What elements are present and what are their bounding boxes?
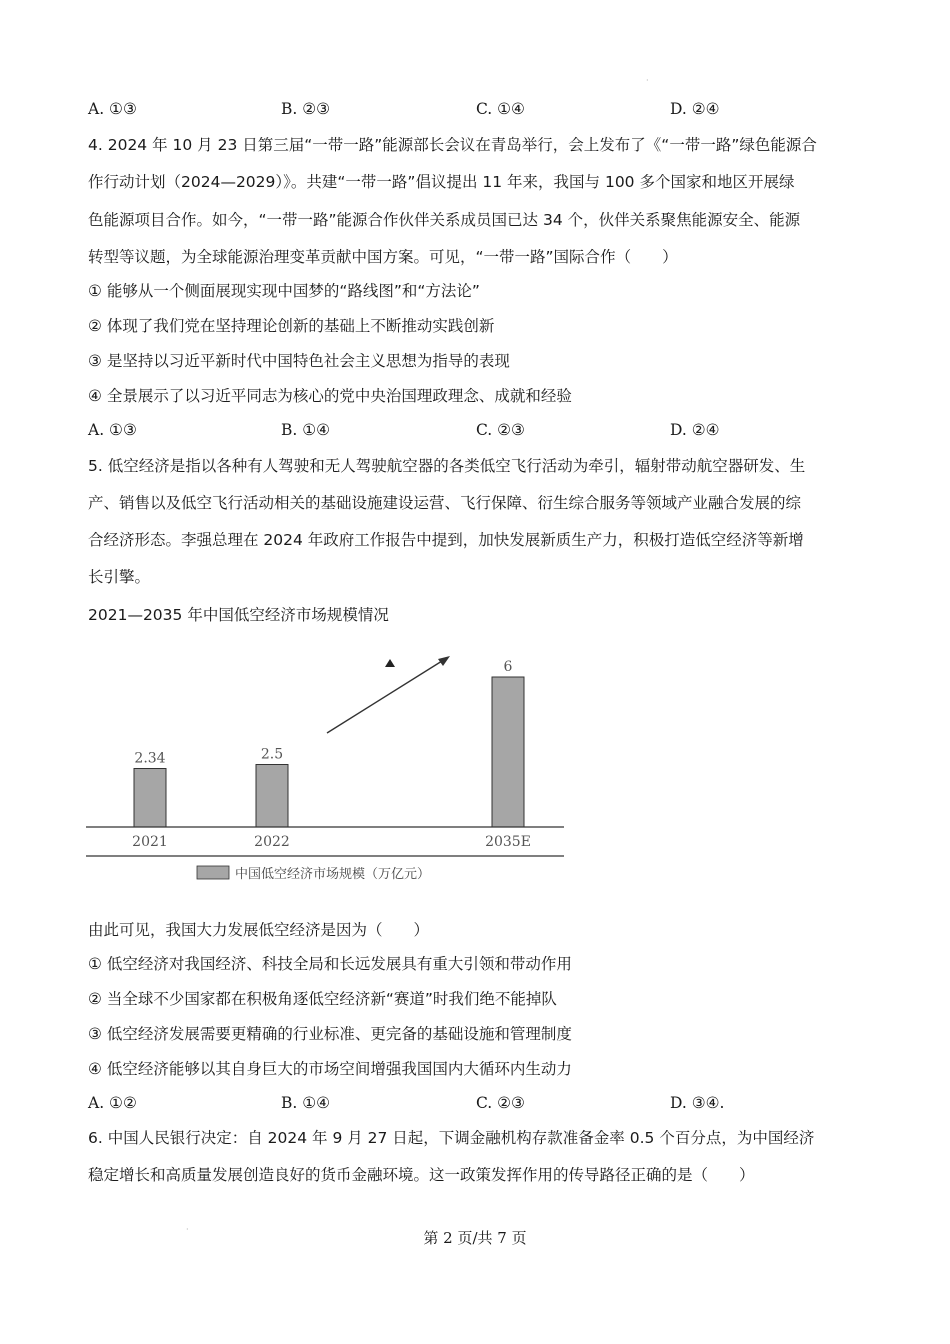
bar-2021 bbox=[134, 769, 166, 828]
q5-item-2: ② 当全球不少国家都在积极角逐低空经济新“赛道”时我们绝不能掉队 bbox=[88, 990, 557, 1008]
tick-label-2022: 2022 bbox=[254, 834, 290, 850]
q3-option-b[interactable]: B. ②③ bbox=[281, 100, 331, 118]
trend-marker-triangle bbox=[385, 659, 395, 667]
q5-option-d[interactable]: D. ③④. bbox=[670, 1094, 725, 1112]
legend-label: 中国低空经济市场规模（万亿元） bbox=[235, 867, 431, 882]
q5-stem-line-1: 5. 低空经济是指以各种有人驾驶和无人驾驶航空器的各类低空飞行活动为牵引，辐射带动航空器研发、生 bbox=[88, 457, 806, 475]
tick-label-2021: 2021 bbox=[132, 834, 168, 850]
trend-arrow-head bbox=[438, 656, 450, 666]
tick-label-2035E: 2035E bbox=[485, 834, 531, 850]
growth-trend-arrow bbox=[327, 656, 450, 733]
q3-options bbox=[88, 100, 888, 120]
value-label-2021: 2.34 bbox=[134, 750, 166, 767]
q4-options bbox=[88, 421, 888, 441]
q4-item-2: ② 体现了我们党在坚持理论创新的基础上不断推动实践创新 bbox=[88, 317, 495, 335]
q6-stem-line-1: 6. 中国人民银行决定：自 2024 年 9 月 27 日起，下调金融机构存款准备金率 0.5 个百分点，为中国经济 bbox=[88, 1129, 815, 1147]
q4-option-a[interactable]: A. ①③ bbox=[88, 421, 137, 439]
q4-option-b[interactable]: B. ①④ bbox=[281, 421, 331, 439]
q4-stem-line-2: 作行动计划（2024—2029）》。共建“一带一路”倡议提出 11 年来，我国与 100 多个国家和地区开展绿 bbox=[88, 173, 795, 191]
market-size-bar-chart bbox=[80, 640, 580, 890]
scan-dot: · bbox=[186, 1225, 189, 1234]
bar-2035E bbox=[492, 677, 524, 827]
q3-option-a[interactable]: A. ①③ bbox=[88, 100, 137, 118]
q5-options bbox=[88, 1094, 888, 1114]
q5-item-4: ④ 低空经济能够以其自身巨大的市场空间增强我国国内大循环内生动力 bbox=[88, 1060, 572, 1078]
q5-option-b[interactable]: B. ①④ bbox=[281, 1094, 331, 1112]
q5-stem-line-4: 长引擎。 bbox=[88, 568, 151, 586]
q4-option-d[interactable]: D. ②④ bbox=[670, 421, 720, 439]
q6-stem-line-2: 稳定增长和高质量发展创造良好的货币金融环境。这一政策发挥作用的传导路径正确的是（ ） bbox=[88, 1166, 755, 1184]
q5-item-3: ③ 低空经济发展需要更精确的行业标准、更完备的基础设施和管理制度 bbox=[88, 1025, 572, 1043]
trend-arrow-line bbox=[327, 661, 442, 733]
q5-option-a[interactable]: A. ①② bbox=[88, 1094, 137, 1112]
q5-stem-line-3: 合经济形态。李强总理在 2024 年政府工作报告中提到，加快发展新质生产力，积极打造低空经济等新增 bbox=[88, 531, 804, 549]
q5-question: 由此可见，我国大力发展低空经济是因为（ ） bbox=[88, 921, 430, 939]
q4-option-c[interactable]: C. ②③ bbox=[476, 421, 525, 439]
q4-item-4: ④ 全景展示了以习近平同志为核心的党中央治国理政理念、成就和经验 bbox=[88, 387, 572, 405]
value-label-2022: 2.5 bbox=[260, 746, 284, 763]
bar-2022 bbox=[256, 765, 288, 828]
page-footer: 第 2 页/共 7 页 bbox=[423, 1229, 527, 1247]
q5-stem-line-2: 产、销售以及低空飞行活动相关的基础设施建设运营、飞行保障、衍生综合服务等领域产业融合发展的综 bbox=[88, 494, 802, 512]
q3-option-c[interactable]: C. ①④ bbox=[476, 100, 525, 118]
q4-stem-line-1: 4. 2024 年 10 月 23 日第三届“一带一路”能源部长会议在青岛举行，会上发布了《“一带一路”绿色能源合 bbox=[88, 136, 817, 154]
scan-dot: · bbox=[646, 76, 649, 85]
q4-stem-line-3: 色能源项目合作。如今，“一带一路”能源合作伙伴关系成员国已达 34 个，伙伴关系聚焦能源安全、能源 bbox=[88, 211, 801, 229]
legend-swatch bbox=[197, 866, 229, 879]
q3-option-d[interactable]: D. ②④ bbox=[670, 100, 720, 118]
q4-stem-line-4: 转型等议题，为全球能源治理变革贡献中国方案。可见，“一带一路”国际合作（ ） bbox=[88, 248, 678, 266]
q5-option-c[interactable]: C. ②③ bbox=[476, 1094, 525, 1112]
chart-title: 2021—2035 年中国低空经济市场规模情况 bbox=[88, 606, 389, 624]
q4-item-3: ③ 是坚持以习近平新时代中国特色社会主义思想为指导的表现 bbox=[88, 352, 510, 370]
q5-item-1: ① 低空经济对我国经济、科技全局和长远发展具有重大引领和带动作用 bbox=[88, 955, 572, 973]
value-label-2035E: 6 bbox=[503, 659, 513, 675]
q4-item-1: ① 能够从一个侧面展现实现中国梦的“路线图”和“方法论” bbox=[88, 282, 480, 300]
